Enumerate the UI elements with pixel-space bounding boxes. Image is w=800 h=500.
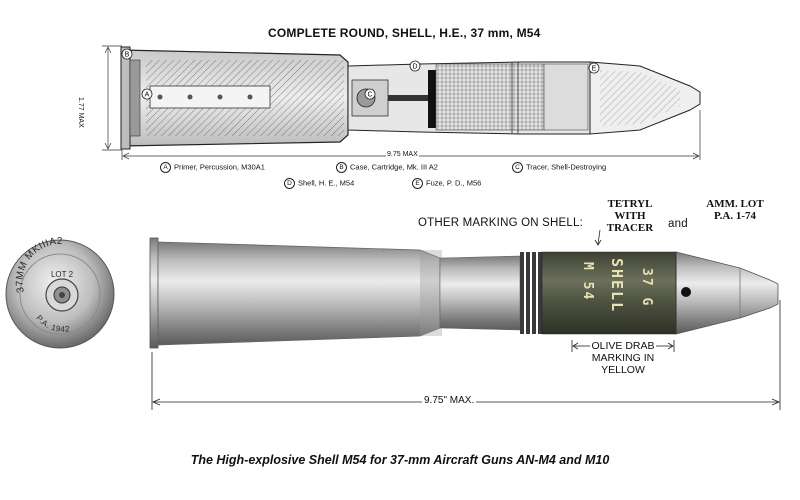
- tetryl-label: TETRYL WITH TRACER: [606, 198, 654, 234]
- projectile: [440, 252, 778, 334]
- cutaway-length-label: 9.75 MAX: [387, 151, 418, 158]
- marker-d-label: D: [412, 63, 418, 71]
- cartridge-base-view: [6, 236, 114, 348]
- base-stamp-mid: LOT 2: [50, 270, 74, 279]
- and-label: and: [668, 218, 688, 230]
- legend-item-b: B Case, Cartridge, Mk. III A2: [336, 162, 438, 173]
- shell-marking-model: M 54: [580, 262, 595, 302]
- base-stamp-bottom: P.A. 1942: [34, 313, 71, 334]
- marker-a-label: A: [144, 91, 150, 99]
- legend-item-e: E Fuze, P. D., M56: [412, 178, 481, 189]
- photo-length-label: 9.75" MAX.: [424, 395, 475, 406]
- other-marking-label: OTHER MARKING ON SHELL:: [418, 217, 583, 229]
- legend-item-d: D Shell, H. E., M54: [284, 178, 354, 189]
- marker-e-label: E: [591, 65, 597, 73]
- cutaway-diameter-label: 1.77 MAX: [77, 97, 84, 128]
- olive-drab-label: OLIVE DRAB MARKING IN YELLOW: [591, 340, 655, 376]
- marker-b-label: B: [124, 51, 130, 59]
- legend-item-c: C Tracer, Shell-Destroying: [512, 162, 606, 173]
- marker-c-label: C: [367, 91, 373, 99]
- figure-caption: The High-explosive Shell M54 for 37-mm Aircraft Guns AN-M4 and M10: [190, 453, 610, 467]
- shell-marking-type: SHELL: [608, 258, 626, 314]
- shell-marking-caliber: 37 G: [639, 268, 654, 308]
- cutaway-title: COMPLETE ROUND, SHELL, H.E., 37 mm, M54: [268, 26, 541, 40]
- base-stamp-top: 37MM MKIIIA2: [14, 235, 64, 294]
- cartridge-case: [150, 238, 442, 348]
- legend-item-a: A Primer, Percussion, M30A1: [160, 162, 265, 173]
- amm-lot-label: AMM. LOT P.A. 1-74: [706, 198, 764, 222]
